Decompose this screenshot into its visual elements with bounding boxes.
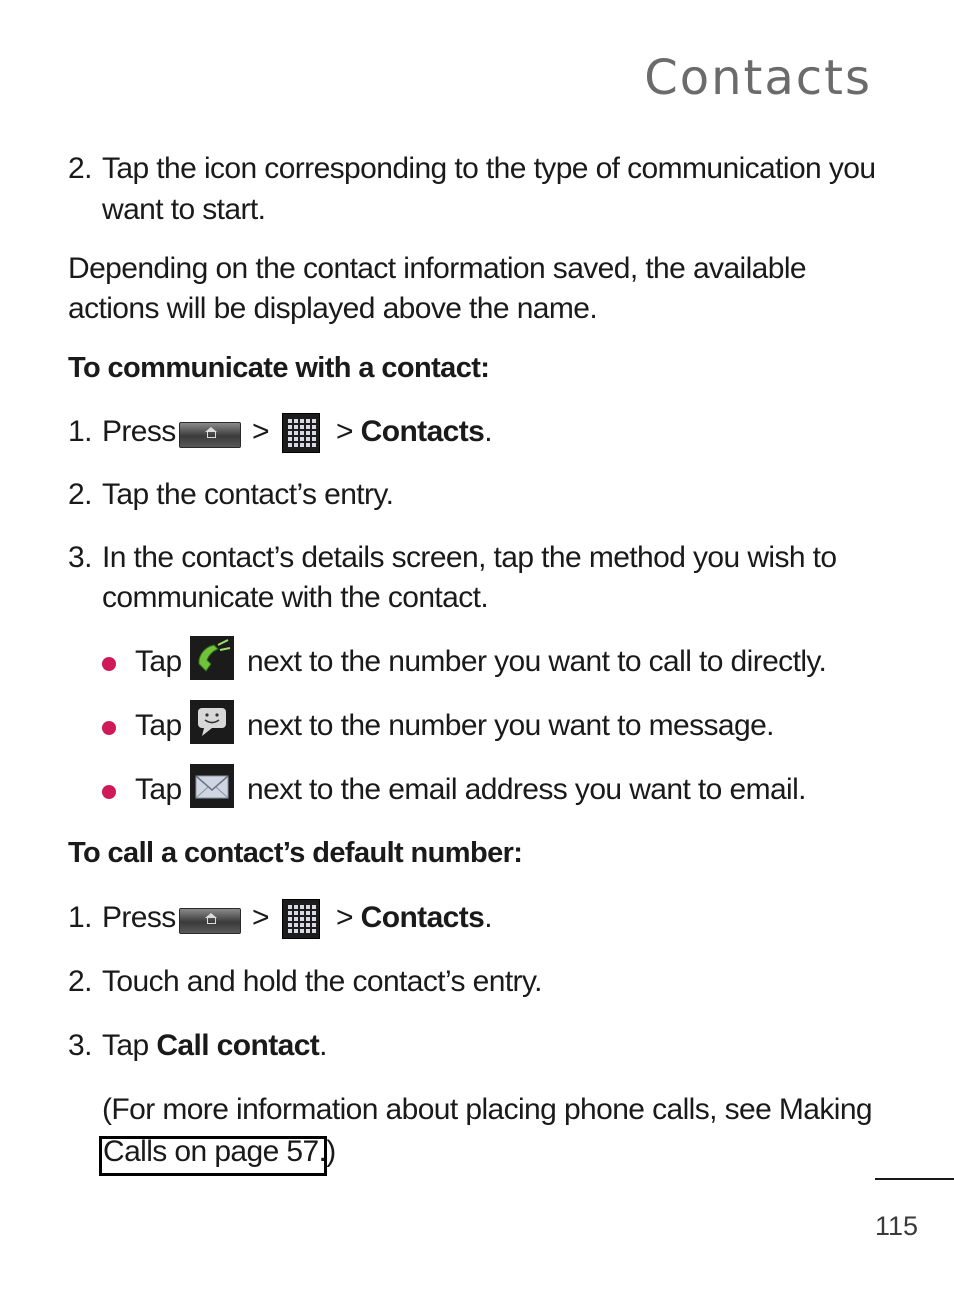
intro-step-line2: want to start. [102,193,266,226]
step1-press-label: 1. Press [68,415,176,448]
message-icon [190,700,234,744]
bullet-tap-label: Tap [135,645,182,678]
step1-separator: > [252,415,269,448]
step1-separator: > [252,901,269,934]
step2-text: 2. Touch and hold the contact’s entry. [68,965,542,998]
bullet-call-text: next to the number you want to call to directly. [247,645,827,678]
paragraph-line2: actions will be displayed above the name. [68,292,598,325]
bullet-tap-label: Tap [135,709,182,742]
intro-step-line1: 2. Tap the icon corresponding to the type of communication you [68,152,876,185]
page-title: Contacts [644,50,872,106]
step1-press-label: 1. Press [68,901,176,934]
bullet-dot [102,785,116,799]
bullet-message-text: next to the number you want to message. [247,709,774,742]
paragraph-line1: Depending on the contact information saved, the available [68,252,806,285]
home-key-icon [179,422,241,448]
step2-text: 2. Tap the contact’s entry. [68,478,394,511]
bullet-email-text: next to the email address you want to email. [247,773,806,806]
apps-grid-icon [282,413,320,453]
bullet-dot [102,721,116,735]
note-line1: (For more information about placing phone calls, see Making [102,1093,873,1126]
email-icon [190,764,234,808]
phone-call-icon [190,636,234,680]
note-line2-link[interactable]: Calls on page 57.) [103,1135,336,1168]
apps-grid-icon [282,899,320,939]
step3-text: 3. Tap Call contact. [68,1029,327,1062]
section-heading-default-number: To call a contact’s default number: [68,837,523,869]
bullet-dot [102,657,116,671]
step3-line1: 3. In the contact’s details screen, tap the method you wish to [68,541,837,574]
step3-line2: communicate with the contact. [102,581,489,614]
section-heading-communicate: To communicate with a contact: [68,352,490,384]
step1-contacts-target: > Contacts. [336,901,492,934]
step1-contacts-target: > Contacts. [336,415,492,448]
home-key-icon [179,908,241,934]
bullet-tap-label: Tap [135,773,182,806]
footer-rule [875,1178,954,1180]
page-number: 115 [874,1211,918,1241]
